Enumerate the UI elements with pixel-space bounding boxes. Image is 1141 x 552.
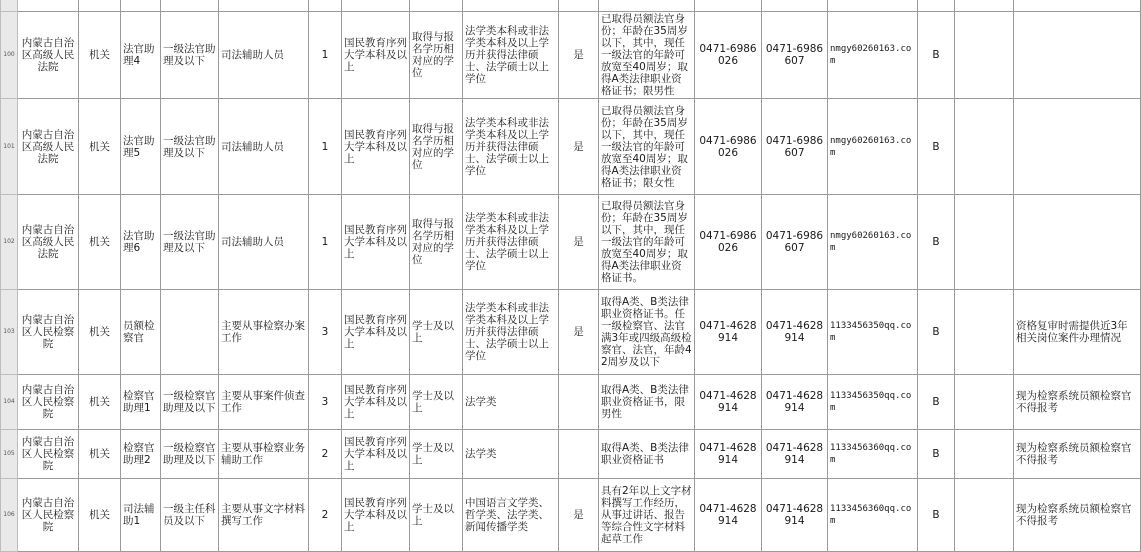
level-cell: 一级法官助理及以下: [161, 99, 219, 195]
email-cell: nmgy60260163.com: [828, 195, 918, 290]
spacer-cell: [955, 99, 1014, 195]
org-cell: 内蒙古自治区人民检察院: [18, 479, 79, 552]
requirements-cell: 取得A类、B类法律职业资格证书。任一级检察官、法官满3年或四级高级检察官、法官，年龄42周岁及以下: [599, 290, 695, 375]
phone-cell: 0471-4628914: [695, 479, 762, 552]
flag-cell: [559, 375, 599, 430]
note-cell: [1014, 99, 1141, 195]
spacer-cell: [955, 195, 1014, 290]
duty-cell: 主要从事检察业务辅助工作: [219, 430, 309, 479]
phone2-cell: 0471-4628914: [762, 375, 828, 430]
phone-cell: 0471-4628914: [695, 430, 762, 479]
phone-cell: 0471-4628914: [695, 375, 762, 430]
note-cell: 资格复审时需提供近3年相关岗位案件办理情况: [1014, 290, 1141, 375]
type-cell: 机关: [79, 290, 121, 375]
requirements-cell: 已取得员额法官身份；年龄在35周岁以下，其中，现任一级法官的年龄可放宽至40周岁；取得A类法律职业资格证书；限男性: [599, 12, 695, 99]
table-row: [1, 375, 1141, 430]
major-cell: 法学类: [463, 430, 559, 479]
spacer-cell: [955, 479, 1014, 552]
edu-cell: 国民教育序列大学本科及以上: [342, 195, 410, 290]
table-row: [1, 430, 1141, 479]
flag-cell: 是: [559, 12, 599, 99]
count-cell: 3: [309, 290, 342, 375]
category-cell: B: [918, 430, 955, 479]
phone2-cell: 0471-4628914: [762, 430, 828, 479]
major-cell: 法学类本科或非法学类本科及以上学历并获得法律硕士、法学硕士以上学位: [463, 12, 559, 99]
org-cell: 内蒙古自治区高级人民法院: [18, 99, 79, 195]
degree-cell: 学士及以上: [410, 290, 463, 375]
edu-cell: 国民教育序列大学本科及以上: [342, 12, 410, 99]
edu-cell: 国民教育序列大学本科及以上: [342, 375, 410, 430]
category-cell: B: [918, 195, 955, 290]
email-cell: nmgy60260163.com: [828, 99, 918, 195]
duty-cell: 主要从事案件侦查工作: [219, 375, 309, 430]
table-row: [1, 290, 1141, 375]
degree-cell: 学士及以上: [410, 479, 463, 552]
phone2-cell: 0471-4628914: [762, 479, 828, 552]
category-cell: B: [918, 290, 955, 375]
post-cell: 法官助理4: [121, 12, 161, 99]
org-cell: 内蒙古自治区人民检察院: [18, 430, 79, 479]
duty-cell: 主要从事文字材料撰写工作: [219, 479, 309, 552]
spacer-cell: [955, 12, 1014, 99]
email-cell: 1133456360qq.com: [828, 479, 918, 552]
org-cell: 内蒙古自治区高级人民法院: [18, 12, 79, 99]
level-cell: 一级检察官助理及以下: [161, 375, 219, 430]
spacer-cell: [955, 430, 1014, 479]
degree-cell: 取得与报名学历相对应的学位: [410, 195, 463, 290]
note-cell: [1014, 195, 1141, 290]
note-cell: 现为检察系统员额检察官不得报考: [1014, 479, 1141, 552]
category-cell: B: [918, 479, 955, 552]
table-row: [1, 99, 1141, 195]
phone-cell: 0471-6986026: [695, 99, 762, 195]
type-cell: 机关: [79, 12, 121, 99]
duty-cell: 主要从事检察办案工作: [219, 290, 309, 375]
major-cell: 法学类本科或非法学类本科及以上学历并获得法律硕士、法学硕士以上学位: [463, 290, 559, 375]
row-number: 103: [1, 290, 18, 375]
major-cell: 法学类本科或非法学类本科及以上学历并获得法律硕士、法学硕士以上学位: [463, 99, 559, 195]
degree-cell: 学士及以上: [410, 430, 463, 479]
degree-cell: 取得与报名学历相对应的学位: [410, 99, 463, 195]
edu-cell: 国民教育序列大学本科及以上: [342, 290, 410, 375]
phone2-cell: 0471-4628914: [762, 290, 828, 375]
flag-cell: 是: [559, 195, 599, 290]
post-cell: 法官助理5: [121, 99, 161, 195]
phone-cell: 0471-6986026: [695, 195, 762, 290]
major-cell: 法学类: [463, 375, 559, 430]
row-number: 100: [1, 12, 18, 99]
flag-cell: 是: [559, 99, 599, 195]
table-row: [1, 195, 1141, 290]
email-cell: nmgy60260163.com: [828, 12, 918, 99]
phone-cell: 0471-6986026: [695, 12, 762, 99]
degree-cell: 取得与报名学历相对应的学位: [410, 12, 463, 99]
count-cell: 1: [309, 195, 342, 290]
degree-cell: 学士及以上: [410, 375, 463, 430]
level-cell: 一级法官助理及以下: [161, 195, 219, 290]
requirements-cell: 已取得员额法官身份；年龄在35周岁以下，其中，现任一级法官的年龄可放宽至40周岁；取得A类法律职业资格证书。: [599, 195, 695, 290]
phone-cell: 0471-4628914: [695, 290, 762, 375]
post-cell: 员额检察官: [121, 290, 161, 375]
type-cell: 机关: [79, 479, 121, 552]
post-cell: 司法辅助1: [121, 479, 161, 552]
level-cell: 一级主任科员及以下: [161, 479, 219, 552]
type-cell: 机关: [79, 375, 121, 430]
category-cell: B: [918, 99, 955, 195]
note-cell: 现为检察系统员额检察官不得报考: [1014, 375, 1141, 430]
edu-cell: 国民教育序列大学本科及以上: [342, 430, 410, 479]
note-cell: 现为检察系统员额检察官不得报考: [1014, 430, 1141, 479]
phone2-cell: 0471-6986607: [762, 12, 828, 99]
email-cell: 1133456350qq.com: [828, 290, 918, 375]
flag-cell: [559, 430, 599, 479]
count-cell: 2: [309, 479, 342, 552]
count-cell: 3: [309, 375, 342, 430]
post-cell: 法官助理6: [121, 195, 161, 290]
row-number: 104: [1, 375, 18, 430]
phone2-cell: 0471-6986607: [762, 99, 828, 195]
org-cell: 内蒙古自治区高级人民法院: [18, 195, 79, 290]
spacer-cell: [955, 375, 1014, 430]
org-cell: 内蒙古自治区人民检察院: [18, 375, 79, 430]
duty-cell: 司法辅助人员: [219, 12, 309, 99]
row-number: 106: [1, 479, 18, 552]
table-row: [1, 12, 1141, 99]
row-number: 105: [1, 430, 18, 479]
requirements-cell: 取得A类、B类法律职业资格证书，限男性: [599, 375, 695, 430]
email-cell: 1133456350qq.com: [828, 375, 918, 430]
duty-cell: 司法辅助人员: [219, 99, 309, 195]
category-cell: B: [918, 12, 955, 99]
post-cell: 检察官助理2: [121, 430, 161, 479]
flag-cell: 是: [559, 479, 599, 552]
requirements-cell: 具有2年以上文字材料撰写工作经历，从事过讲话、报告等综合性文字材料起草工作: [599, 479, 695, 552]
requirements-cell: 已取得员额法官身份；年龄在35周岁以下，其中，现任一级法官的年龄可放宽至40周岁；取得A类法律职业资格证书；限女性: [599, 99, 695, 195]
type-cell: 机关: [79, 99, 121, 195]
phone2-cell: 0471-6986607: [762, 195, 828, 290]
spacer-cell: [955, 290, 1014, 375]
row-number: 101: [1, 99, 18, 195]
level-cell: 一级检察官助理及以下: [161, 430, 219, 479]
duty-cell: 司法辅助人员: [219, 195, 309, 290]
edu-cell: 国民教育序列大学本科及以上: [342, 99, 410, 195]
table-row: [1, 479, 1141, 552]
post-cell: 检察官助理1: [121, 375, 161, 430]
row-number: 102: [1, 195, 18, 290]
level-cell: [161, 290, 219, 375]
count-cell: 2: [309, 430, 342, 479]
org-cell: 内蒙古自治区人民检察院: [18, 290, 79, 375]
type-cell: 机关: [79, 430, 121, 479]
major-cell: 法学类本科或非法学类本科及以上学历并获得法律硕士、法学硕士以上学位: [463, 195, 559, 290]
category-cell: B: [918, 375, 955, 430]
type-cell: 机关: [79, 195, 121, 290]
email-cell: 1133456360qq.com: [828, 430, 918, 479]
requirements-cell: 取得A类、B类法律职业资格证书: [599, 430, 695, 479]
count-cell: 1: [309, 99, 342, 195]
table-row-partial: [1, 0, 1141, 12]
edu-cell: 国民教育序列大学本科及以上: [342, 479, 410, 552]
note-cell: [1014, 12, 1141, 99]
count-cell: 1: [309, 12, 342, 99]
major-cell: 中国语言文学类、哲学类、法学类、新闻传播学类: [463, 479, 559, 552]
level-cell: 一级法官助理及以下: [161, 12, 219, 99]
flag-cell: 是: [559, 290, 599, 375]
